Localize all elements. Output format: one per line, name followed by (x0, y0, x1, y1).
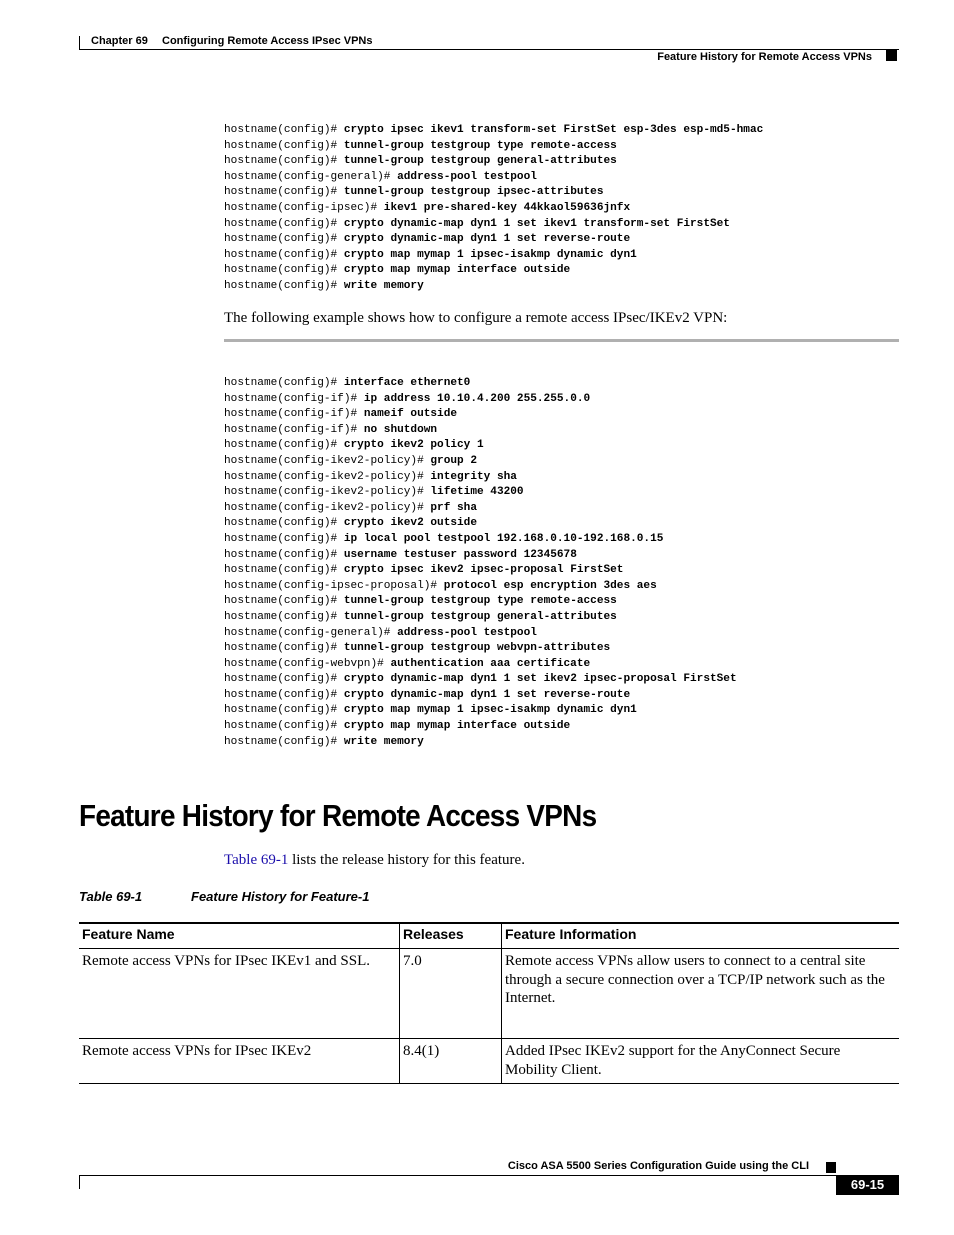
code-command: crypto dynamic-map dyn1 1 set ikev1 transform-set FirstSet (343, 217, 730, 230)
section-title: Feature History for Remote Access VPNs (79, 798, 597, 833)
code-prompt: hostname(config)# (224, 124, 344, 136)
code-line (224, 657, 737, 673)
header-chapter: Chapter 69 (91, 35, 148, 47)
code-line (224, 485, 737, 501)
code-prompt: hostname(config)# (224, 264, 344, 277)
code-line (224, 454, 737, 470)
code-command: ip local pool testpool 192.168.0.10-192.168.0.15 (343, 532, 664, 545)
code-prompt: hostname(config)# (224, 532, 344, 545)
cell-feature-name: Remote access VPNs for IPsec IKEv2 (79, 1039, 400, 1084)
code-command: interface ethernet0 (343, 377, 471, 389)
code-prompt: hostname(config-ipsec)# (224, 201, 384, 214)
code-line (224, 248, 763, 264)
code-prompt: hostname(config)# (224, 564, 344, 577)
table-row (79, 1039, 899, 1084)
code-prompt: hostname(config-if)# (224, 392, 364, 405)
code-line (224, 217, 763, 233)
code-line (224, 123, 763, 139)
code-command: protocol esp encryption 3des aes (443, 579, 657, 592)
header-feature-information: Feature Information (502, 923, 900, 949)
code-command: tunnel-group testgroup type remote-access (343, 139, 617, 152)
code-line (224, 154, 763, 170)
code-prompt: hostname(config)# (224, 735, 344, 748)
code-line (224, 703, 737, 719)
cell-release: 8.4(1) (400, 1039, 502, 1084)
code-prompt: hostname(config)# (224, 610, 344, 623)
table-header-row (79, 923, 899, 949)
code-command: tunnel-group testgroup general-attributes (343, 155, 617, 168)
code-line (224, 563, 737, 579)
code-prompt: hostname(config)# (224, 233, 344, 246)
code-command: tunnel-group testgroup general-attributes (343, 610, 617, 623)
code-command: crypto dynamic-map dyn1 1 set reverse-route (343, 688, 631, 701)
code-prompt: hostname(config-general)# (224, 626, 398, 639)
code-prompt: hostname(config)# (224, 248, 344, 261)
example-text: The following example shows how to configure a remote access IPsec/IKEv2 VPN: (224, 310, 728, 326)
code-line (224, 594, 737, 610)
footer-rule (79, 1175, 899, 1176)
code-line (224, 232, 763, 248)
code-prompt: hostname(config)# (224, 720, 344, 733)
code-line (224, 548, 737, 564)
code-block-ikev1 (224, 123, 763, 295)
header-releases: Releases (400, 923, 502, 949)
code-command: crypto ipsec ikev1 transform-set FirstSet esp-3des esp-md5-hmac (343, 124, 764, 136)
code-command: address-pool testpool (397, 170, 537, 183)
code-prompt: hostname(config-ikev2-policy)# (224, 501, 431, 514)
header-marker (886, 50, 897, 61)
table-caption-number: Table 69-1 (79, 889, 143, 904)
code-block-ikev2 (224, 376, 737, 750)
code-prompt: hostname(config)# (224, 139, 344, 152)
code-prompt: hostname(config)# (224, 217, 344, 230)
code-line (224, 672, 737, 688)
code-prompt: hostname(config)# (224, 377, 344, 389)
code-command: write memory (343, 735, 424, 748)
code-line (224, 470, 737, 486)
code-command: no shutdown (363, 423, 438, 436)
code-prompt: hostname(config)# (224, 673, 344, 686)
code-prompt: hostname(config)# (224, 595, 344, 608)
code-line (224, 438, 737, 454)
feature-history-table (79, 922, 899, 1084)
cell-release: 7.0 (400, 949, 502, 1039)
code-line (224, 407, 737, 423)
code-prompt: hostname(config-ipsec-proposal)# (224, 579, 444, 592)
code-line (224, 579, 737, 595)
code-command: ip address 10.10.4.200 255.255.0.0 (363, 392, 591, 405)
code-command: address-pool testpool (397, 626, 537, 639)
code-line (224, 139, 763, 155)
code-line (224, 263, 763, 279)
intro-rest: lists the release history for this feature. (288, 852, 525, 868)
table-row (79, 949, 899, 1039)
code-command: crypto map mymap interface outside (343, 720, 571, 733)
code-command: nameif outside (363, 408, 458, 421)
table-caption-title: Feature History for Feature-1 (191, 889, 370, 904)
code-command: crypto map mymap 1 ipsec-isakmp dynamic dyn1 (343, 248, 637, 261)
code-prompt: hostname(config-ikev2-policy)# (224, 486, 431, 499)
code-command: crypto ikev2 policy 1 (343, 439, 484, 452)
code-command: tunnel-group testgroup ipsec-attributes (343, 186, 604, 199)
cell-feature-information: Added IPsec IKEv2 support for the AnyConnect Secure Mobility Client. (502, 1039, 900, 1084)
code-line (224, 423, 737, 439)
code-prompt: hostname(config)# (224, 688, 344, 701)
code-prompt: hostname(config)# (224, 279, 344, 292)
header-feature-name: Feature Name (79, 923, 400, 949)
page-number: 69-15 (836, 1175, 899, 1195)
code-line (224, 610, 737, 626)
code-line (224, 626, 737, 642)
code-prompt: hostname(config)# (224, 155, 344, 168)
cell-feature-name: Remote access VPNs for IPsec IKEv1 and SSL. (79, 949, 400, 1039)
code-command: tunnel-group testgroup type remote-access (343, 595, 617, 608)
code-command: ikev1 pre-shared-key 44kkaol59636jnfx (383, 201, 631, 214)
code-command: tunnel-group testgroup webvpn-attributes (343, 642, 611, 655)
code-line (224, 392, 737, 408)
code-line (224, 719, 737, 735)
code-prompt: hostname(config)# (224, 548, 344, 561)
code-line (224, 516, 737, 532)
header-left-rule (79, 36, 80, 50)
code-command: group 2 (430, 454, 477, 467)
code-line (224, 501, 737, 517)
code-line (224, 201, 763, 217)
code-line (224, 279, 763, 295)
intro-text (224, 852, 525, 869)
code-prompt: hostname(config)# (224, 642, 344, 655)
code-command: crypto dynamic-map dyn1 1 set reverse-route (343, 233, 631, 246)
code-command: prf sha (430, 501, 477, 514)
code-prompt: hostname(config-webvpn)# (224, 657, 391, 670)
code-line (224, 170, 763, 186)
code-line (224, 641, 737, 657)
code-prompt: hostname(config)# (224, 704, 344, 717)
code-line (224, 532, 737, 548)
code-command: crypto ikev2 outside (343, 517, 477, 530)
header-chapter-title: Configuring Remote Access IPsec VPNs (162, 35, 373, 47)
code-prompt: hostname(config)# (224, 186, 344, 199)
code-prompt: hostname(config-if)# (224, 408, 364, 421)
code-command: lifetime 43200 (430, 486, 524, 499)
code-prompt: hostname(config)# (224, 439, 344, 452)
code-command: write memory (343, 279, 424, 292)
code-line (224, 376, 737, 392)
code-command: crypto map mymap interface outside (343, 264, 571, 277)
code-prompt: hostname(config-if)# (224, 423, 364, 436)
cell-feature-information: Remote access VPNs allow users to connect to a central site through a secure connection over a TCP/IP network such as the Internet. (502, 949, 900, 1039)
code-line (224, 185, 763, 201)
header-rule (79, 49, 899, 50)
footer-guide-title: Cisco ASA 5500 Series Configuration Guide using the CLI (507, 1160, 809, 1172)
code-command: authentication aaa certificate (390, 657, 591, 670)
code-command: crypto ipsec ikev2 ipsec-proposal FirstSet (343, 564, 624, 577)
code-command: integrity sha (430, 470, 517, 483)
code-divider (224, 339, 899, 342)
code-prompt: hostname(config)# (224, 517, 344, 530)
table-link[interactable]: Table 69-1 (224, 852, 289, 868)
code-line (224, 735, 737, 751)
code-command: crypto map mymap 1 ipsec-isakmp dynamic dyn1 (343, 704, 637, 717)
code-command: crypto dynamic-map dyn1 1 set ikev2 ipsec-proposal FirstSet (343, 673, 737, 686)
code-prompt: hostname(config-general)# (224, 170, 398, 183)
code-prompt: hostname(config-ikev2-policy)# (224, 470, 431, 483)
code-command: username testuser password 12345678 (343, 548, 577, 561)
header-section: Feature History for Remote Access VPNs (657, 51, 872, 63)
footer-marker (826, 1162, 836, 1173)
footer-left-rule (79, 1175, 80, 1189)
code-prompt: hostname(config-ikev2-policy)# (224, 454, 431, 467)
code-line (224, 688, 737, 704)
